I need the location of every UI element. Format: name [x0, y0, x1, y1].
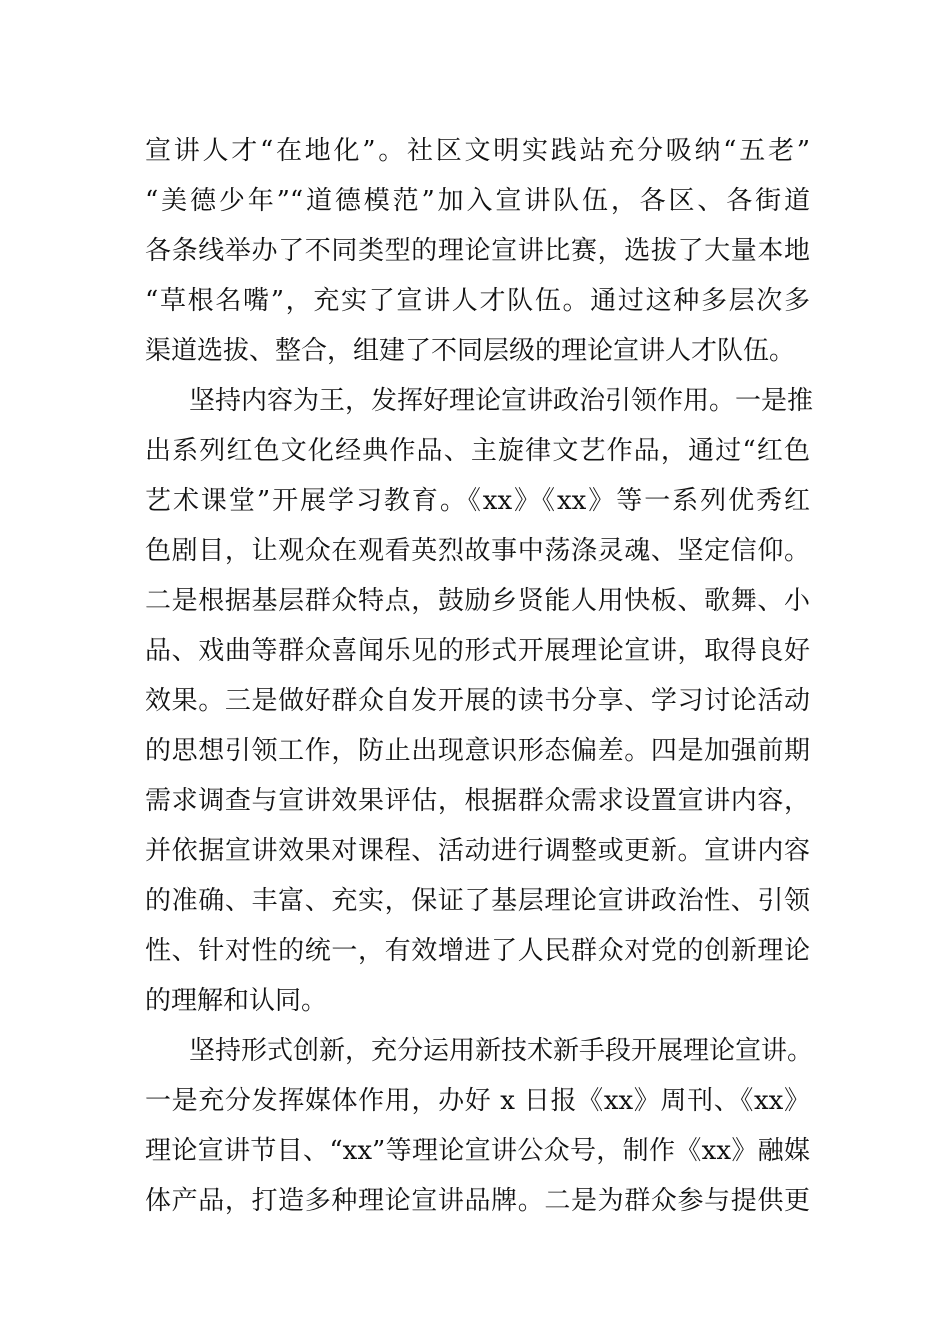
text-line: 出系列红色文化经典作品、主旋律文艺作品，通过“红色: [145, 436, 810, 466]
paragraph-first-line: 坚持内容为王，发挥好理论宣讲政治引领作用。一是推: [189, 386, 814, 416]
text-line: 的准确、丰富、充实，保证了基层理论宣讲政治性、引领: [145, 886, 810, 916]
text-line: 各条线举办了不同类型的理论宣讲比赛，选拔了大量本地: [145, 236, 810, 266]
text-line: 体产品，打造多种理论宣讲品牌。二是为群众参与提供更: [145, 1186, 810, 1216]
text-line: 的思想引领工作，防止出现意识形态偏差。四是加强前期: [145, 736, 810, 766]
text-line: 效果。三是做好群众自发开展的读书分享、学习讨论活动: [145, 686, 810, 716]
text-line: 艺术课堂”开展学习教育。《xx》《xx》等一系列优秀红: [145, 486, 810, 516]
text-line: 一是充分发挥媒体作用，办好 x 日报《xx》周刊、《xx》: [145, 1086, 810, 1116]
text-line: 的理解和认同。: [145, 986, 328, 1016]
text-line: 品、戏曲等群众喜闻乐见的形式开展理论宣讲，取得良好: [145, 636, 810, 666]
text-line: 并依据宣讲效果对课程、活动进行调整或更新。宣讲内容: [145, 836, 810, 866]
text-line: 渠道选拔、整合，组建了不同层级的理论宣讲人才队伍。: [145, 336, 796, 366]
text-line: 性、针对性的统一，有效增进了人民群众对党的创新理论: [145, 936, 810, 966]
text-line: 理论宣讲节目、“xx”等理论宣讲公众号，制作《xx》融媒: [145, 1136, 810, 1166]
text-line: “美德少年”“道德模范”加入宣讲队伍，各区、各街道: [145, 186, 810, 216]
paragraph-first-line: 坚持形式创新，充分运用新技术新手段开展理论宣讲。: [189, 1036, 814, 1066]
text-line: 需求调查与宣讲效果评估，根据群众需求设置宣讲内容，: [145, 786, 810, 816]
text-line: “草根名嘴”，充实了宣讲人才队伍。通过这种多层次多: [145, 286, 810, 316]
text-line: 二是根据基层群众特点，鼓励乡贤能人用快板、歌舞、小: [145, 586, 810, 616]
text-line: 色剧目，让观众在观看英烈故事中荡涤灵魂、坚定信仰。: [145, 536, 810, 566]
text-line: 宣讲人才“在地化”。社区文明实践站充分吸纳“五老”: [145, 136, 810, 166]
